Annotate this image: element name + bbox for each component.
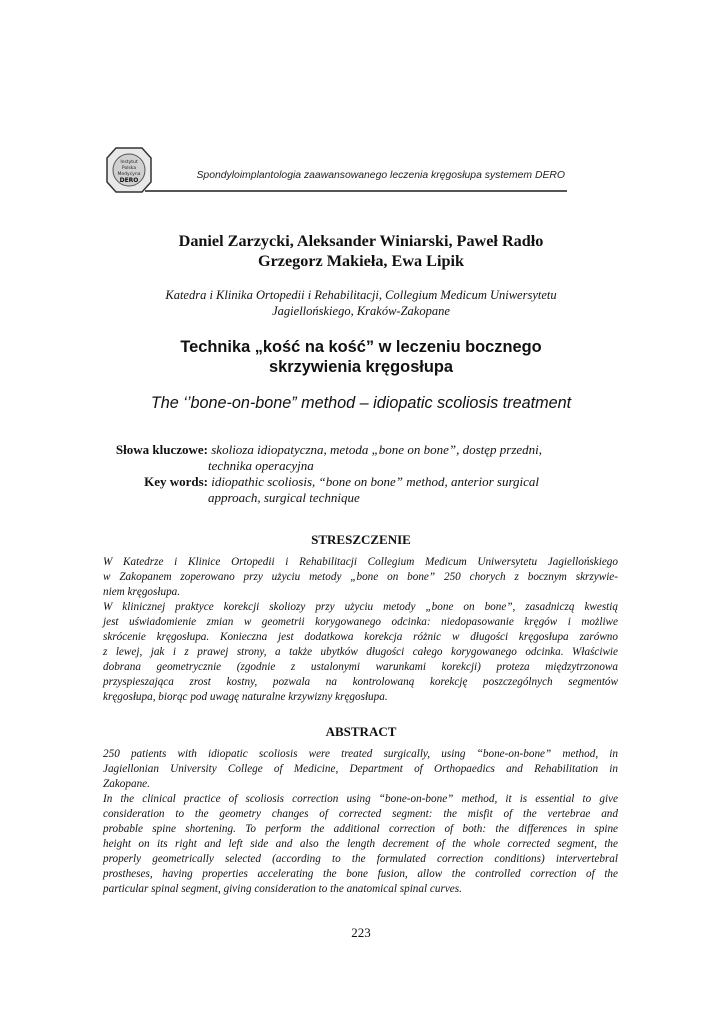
keywords-polish-value: skolioza idiopatyczna, metoda „bone on bone”, dostęp przedni, (211, 442, 543, 457)
abstract-line: 250 patients with idiopatic scoliosis were treated surgically, using “bone-on-bone” method, in (103, 748, 618, 760)
streszczenie-heading: STRESZCZENIE (311, 532, 411, 547)
affiliation (100, 287, 622, 319)
streszczenie-line: dobrana geometrycznie (zgodnie z ustalonymi warunkami korekcji) proteza międzytrzonowa (103, 661, 618, 673)
streszczenie-line: W Katedrze i Klinice Ortopedii i Rehabilitacji Collegium Medicum Uniwersytetu Jagiellońskiego (103, 556, 618, 568)
streszczenie-line: w Zakopanem zoperowano przy użyciu metody „bone on bone” 250 chorych z bocznym skrzywie- (103, 571, 618, 583)
abstract-line: properly geometrically selected (according to the formulated correction conditions) intervertebral (103, 853, 618, 865)
abstract-line: height on its right and left side and also the length decrement of the whole corrected segment, the (103, 838, 618, 850)
logo-text-1: Instytut (120, 160, 138, 165)
page-number: 223 (351, 925, 371, 940)
authors-line-1: Daniel Zarzycki, Aleksander Winiarski, Paweł Radło (178, 232, 544, 250)
title-polish-line-1: Technika „kość na kość” w leczeniu bocznego (180, 338, 542, 356)
title-polish (100, 337, 622, 377)
streszczenie-line: kręgosłupa, biorąc pod uwagę naturalne krzywizny kręgosłupa. (103, 691, 388, 703)
affiliation-line-1: Katedra i Klinika Ortopedii i Rehabilitacji, Collegium Medicum Uniwersytetu (165, 288, 557, 302)
header-divider (145, 190, 567, 192)
abstract-body (103, 747, 618, 897)
keywords-english-continued: approach, surgical technique (208, 490, 360, 505)
keywords-english-value: idiopathic scoliosis, “bone on bone” method, anterior surgical (211, 474, 540, 489)
streszczenie-line: przyspieszająca zrost kostny, pozwala na kontrolowaną korekcję poszczególnych segmentów (103, 676, 618, 688)
abstract-line: consideration to the geometry changes of corrected segment: the misfit of the vertebrae and (103, 808, 618, 820)
keywords-polish-label: Słowa kluczowe: (115, 442, 208, 457)
abstract-line: probable spine shortening. To perform the additional correction of both: the differences in spine (103, 823, 618, 835)
streszczenie-line: z lewej, jak i z prawej strony, a także ubytków długości całego korygowanego odcinka. Właściwie (103, 646, 618, 658)
streszczenie-line: niem kręgosłupa. (103, 586, 181, 598)
keywords-polish (103, 442, 542, 458)
abstract-line: particular spinal segment, giving consideration to the anatomical spinal curves. (103, 883, 462, 895)
streszczenie-line: jest uświadomienie zmian w geometrii korygowanego odcinka: niedopasowanie kręgów i możliwe (103, 616, 618, 628)
streszczenie-line: skrócenie kręgosłupa. Konieczna jest dodatkowa korekcja różnic w długości kręgosłupa zarówno (103, 631, 618, 643)
streszczenie-body (103, 555, 618, 705)
logo-text-2: Polska (121, 166, 137, 171)
logo-text-3: Medycyna (117, 172, 141, 177)
title-english: The ‘’bone-on-bone” method – idiopatic scoliosis treatment (150, 394, 572, 412)
abstract-heading: ABSTRACT (325, 724, 397, 739)
logo-text-4: DERO (119, 177, 139, 184)
abstract-line: Jagiellonian University College of Medicine, Department of Orthopaedics and Rehabilitation in (103, 763, 618, 775)
title-polish-line-2: skrzywienia kręgosłupa (268, 358, 454, 376)
publisher-logo-icon (104, 145, 154, 195)
authors-line-2: Grzegorz Makieła, Ewa Lipik (258, 252, 464, 270)
streszczenie-line: W klinicznej praktyce korekcji skoliozy przy użyciu metody „bone on bone”, zasadniczą kwestią (103, 601, 618, 613)
abstract-line: In the clinical practice of scoliosis correction using “bone-on-bone” method, it is essential to give (103, 793, 618, 805)
keywords-english (103, 474, 539, 490)
abstract-line: prostheses, having properties accelerating the bone fusion, allow the controlled correction of the (103, 868, 618, 880)
affiliation-line-2: Jagiellońskiego, Kraków-Zakopane (272, 304, 450, 318)
keywords-english-label: Key words: (144, 474, 208, 489)
abstract-line: Zakopane. (103, 778, 150, 790)
authors (100, 231, 622, 271)
running-header: Spondyloimplantologia zaawansowanego leczenia kręgosłupa systemem DERO (196, 170, 565, 181)
keywords-polish-continued: technika operacyjna (208, 458, 314, 473)
